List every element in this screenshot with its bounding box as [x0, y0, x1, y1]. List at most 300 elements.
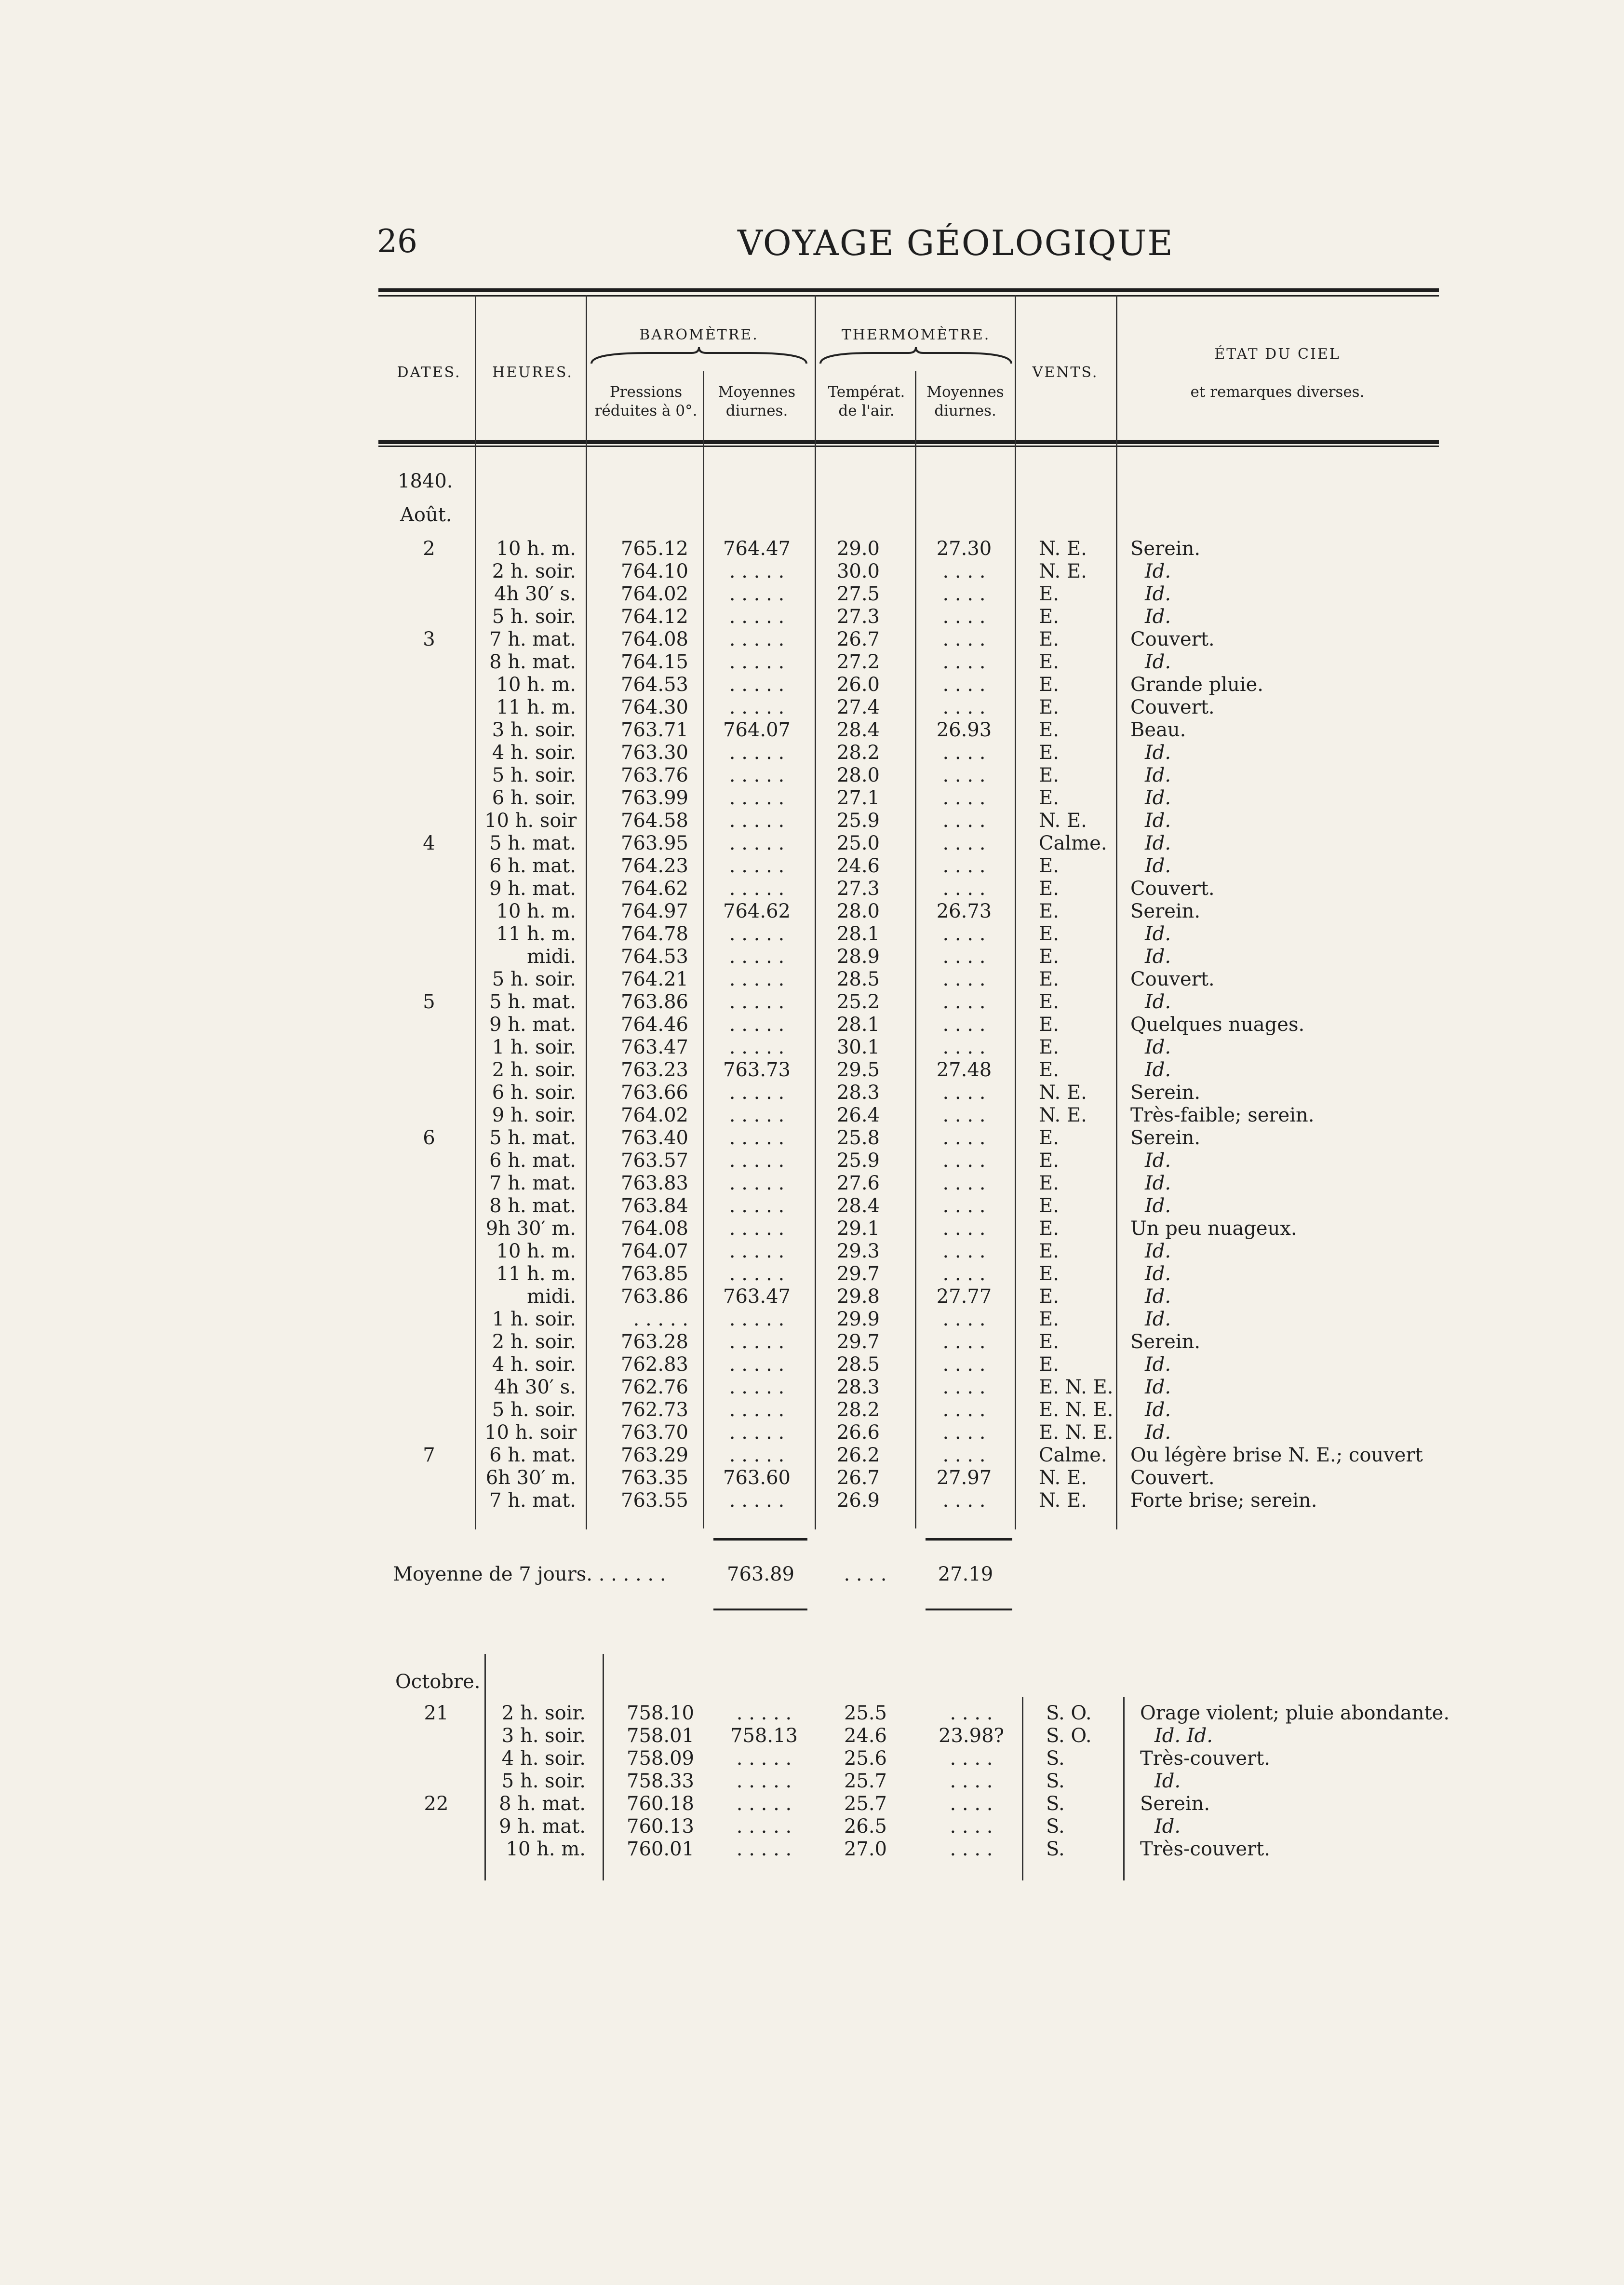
- row-hour: 5 h. soir.: [492, 606, 576, 628]
- row-wind: E.: [1039, 628, 1059, 650]
- row-temp-mean: . . . .: [950, 1815, 993, 1838]
- row-pressure-mean: . . . . .: [729, 832, 785, 854]
- row-pressure-mean: . . . . .: [729, 1376, 785, 1398]
- row-hour: 5 h. soir.: [492, 968, 576, 990]
- row-temp-mean: . . . .: [950, 1793, 993, 1815]
- row-sky: Serein.: [1130, 1331, 1201, 1353]
- col-line-vents: [1015, 295, 1016, 1529]
- row-sky: Id.: [1154, 1815, 1181, 1838]
- row-pressure-mean: . . . . .: [736, 1702, 792, 1724]
- row-temp-mean: . . . .: [942, 946, 986, 968]
- row-temp-mean: . . . .: [942, 878, 986, 900]
- row-temp-mean: . . . .: [942, 1195, 986, 1217]
- row-wind: E.: [1039, 1308, 1059, 1330]
- row-temp-mean: . . . .: [942, 1489, 986, 1512]
- header-moyennes-thermo-l1: Moyennes: [926, 383, 1004, 401]
- row-pressure-mean: . . . . .: [729, 764, 785, 786]
- row-hour: 4 h. soir.: [501, 1747, 586, 1770]
- row-temp: 29.7: [836, 1263, 880, 1285]
- row-pressure: 758.09: [627, 1747, 694, 1770]
- row-hour: 6 h. mat.: [489, 1444, 576, 1466]
- row-temp: 25.2: [836, 991, 880, 1013]
- row-pressure: 758.10: [627, 1702, 694, 1724]
- row-temp-mean: . . . .: [942, 1014, 986, 1036]
- row-pressure-mean: . . . . .: [736, 1747, 792, 1770]
- row-pressure: 764.08: [621, 628, 688, 650]
- row-date: 21: [424, 1702, 449, 1724]
- row-temp: 26.7: [836, 628, 880, 650]
- row-temp: 28.9: [836, 946, 880, 968]
- row-pressure: 763.85: [621, 1263, 688, 1285]
- row-temp-mean: . . . .: [942, 742, 986, 764]
- row-hour: 1 h. soir.: [492, 1308, 576, 1330]
- row-pressure: 763.30: [621, 742, 688, 764]
- row-wind: E.: [1039, 1149, 1059, 1172]
- average-temp: 27.19: [938, 1563, 993, 1585]
- row-wind: E.: [1039, 719, 1059, 741]
- row-sky: Id.: [1145, 1036, 1171, 1058]
- row-temp-mean: . . . .: [942, 1240, 986, 1262]
- row-sky: Id.: [1145, 606, 1171, 628]
- row-hour: 2 h. soir.: [492, 1059, 576, 1081]
- row-sky: Couvert.: [1130, 878, 1215, 900]
- row-temp-mean: 23.98?: [939, 1725, 1004, 1747]
- row-pressure: 763.99: [621, 787, 688, 809]
- row-hour: 6 h. soir.: [492, 1082, 576, 1104]
- row-sky: Id.: [1145, 560, 1171, 582]
- row-pressure-mean: . . . . .: [729, 1353, 785, 1376]
- row-sky: Couvert.: [1130, 968, 1215, 990]
- row-pressure-mean: . . . . .: [729, 855, 785, 877]
- row-temp: 27.0: [844, 1838, 887, 1860]
- row-hour: 4h 30′ s.: [494, 583, 576, 605]
- row-wind: E.: [1039, 1014, 1059, 1036]
- row-temp: 26.0: [836, 674, 880, 696]
- row-sky: Id.: [1145, 1059, 1171, 1081]
- row-pressure: 763.86: [621, 991, 688, 1013]
- row-sky: Un peu nuageux.: [1130, 1217, 1297, 1240]
- row-sky: Id.: [1145, 832, 1171, 854]
- row-temp-mean: . . . .: [950, 1702, 993, 1724]
- row-hour: 5 h. mat.: [489, 1127, 576, 1149]
- col-line-pressions: [586, 295, 587, 1529]
- row-pressure: 764.62: [621, 878, 688, 900]
- row-temp-mean: . . . .: [942, 1149, 986, 1172]
- row-pressure-mean: . . . . .: [729, 606, 785, 628]
- row-pressure-mean: . . . . .: [729, 674, 785, 696]
- row-pressure-mean: . . . . .: [729, 991, 785, 1013]
- row-wind: N. E.: [1039, 1467, 1087, 1489]
- row-pressure: 764.15: [621, 651, 688, 673]
- row-hour: 7 h. mat.: [489, 628, 576, 650]
- row-sky: Grande pluie.: [1130, 674, 1264, 696]
- row-pressure: 758.01: [627, 1725, 694, 1747]
- row-pressure-mean: . . . . .: [736, 1793, 792, 1815]
- row-temp-mean: . . . .: [942, 855, 986, 877]
- row-hour: 5 h. soir.: [501, 1770, 586, 1792]
- header-moyennes-baro-l2: diurnes.: [725, 402, 788, 419]
- row-pressure: 758.33: [627, 1770, 694, 1792]
- row-sky: Id.: [1145, 991, 1171, 1013]
- row-hour: 3 h. soir.: [501, 1725, 586, 1747]
- row-temp: 26.2: [836, 1444, 880, 1466]
- row-pressure: 763.28: [621, 1331, 688, 1353]
- row-temp: 25.7: [844, 1793, 887, 1815]
- row-temp-mean: . . . .: [942, 560, 986, 582]
- row-temp-mean: . . . .: [942, 583, 986, 605]
- row-temp: 29.7: [836, 1331, 880, 1353]
- row-pressure-mean: . . . . .: [729, 1172, 785, 1194]
- row-pressure: 763.29: [621, 1444, 688, 1466]
- col-line-oct-vents: [1022, 1697, 1023, 1880]
- row-sky: Serein.: [1130, 1127, 1201, 1149]
- row-temp: 29.1: [836, 1217, 880, 1240]
- page-title: VOYAGE GÉOLOGIQUE: [738, 223, 1174, 263]
- row-temp: 27.3: [836, 878, 880, 900]
- average-temp-dots: . . . .: [844, 1563, 887, 1585]
- header-moyennes-thermo-l2: diurnes.: [934, 402, 996, 419]
- row-temp: 26.5: [844, 1815, 887, 1838]
- row-pressure-mean: . . . . .: [729, 583, 785, 605]
- row-temp: 30.0: [836, 560, 880, 582]
- row-hour: 4 h. soir.: [492, 742, 576, 764]
- row-pressure: 764.53: [621, 946, 688, 968]
- row-sky: Id.: [1145, 1240, 1171, 1262]
- row-temp: 24.6: [844, 1725, 887, 1747]
- row-sky: Id.: [1145, 923, 1171, 945]
- row-date: 2: [423, 538, 435, 560]
- row-sky: Couvert.: [1130, 696, 1215, 718]
- year-label: 1840.: [398, 470, 453, 492]
- row-temp-mean: . . . .: [942, 1353, 986, 1376]
- row-wind: S.: [1046, 1770, 1065, 1792]
- row-wind: E.: [1039, 1036, 1059, 1058]
- row-sky: Couvert.: [1130, 1467, 1215, 1489]
- row-sky: Id.: [1145, 1195, 1171, 1217]
- row-pressure: 763.23: [621, 1059, 688, 1081]
- row-temp: 30.1: [836, 1036, 880, 1058]
- row-pressure-mean: . . . . .: [729, 1489, 785, 1512]
- row-pressure: 762.76: [621, 1376, 688, 1398]
- row-temp-mean: . . . .: [942, 1036, 986, 1058]
- row-sky: Très-couvert.: [1140, 1747, 1270, 1770]
- row-sky: Id.: [1145, 946, 1171, 968]
- col-line-moyennes-baro: [703, 371, 704, 1528]
- row-temp: 28.3: [836, 1082, 880, 1104]
- row-pressure: 763.66: [621, 1082, 688, 1104]
- row-temp-mean: . . . .: [942, 764, 986, 786]
- row-temp: 28.0: [836, 900, 880, 922]
- row-temp-mean: . . . .: [950, 1838, 993, 1860]
- row-wind: N. E.: [1039, 810, 1087, 832]
- row-temp: 28.5: [836, 1353, 880, 1376]
- row-hour: 10 h. soir: [484, 1421, 577, 1444]
- row-temp: 29.9: [836, 1308, 880, 1330]
- row-temp-mean: . . . .: [942, 628, 986, 650]
- row-temp: 26.4: [836, 1104, 880, 1126]
- row-pressure-mean: . . . . .: [729, 1308, 785, 1330]
- col-line-oct-pressions: [603, 1654, 604, 1880]
- row-temp-mean: . . . .: [942, 1421, 986, 1444]
- row-pressure: 763.86: [621, 1285, 688, 1308]
- row-temp: 27.1: [836, 787, 880, 809]
- row-temp-mean: . . . .: [942, 651, 986, 673]
- row-temp: 29.3: [836, 1240, 880, 1262]
- row-temp: 28.4: [836, 719, 880, 741]
- row-wind: S.: [1046, 1793, 1065, 1815]
- row-wind: E.: [1039, 968, 1059, 990]
- page-number: 26: [377, 223, 417, 260]
- row-wind: E.: [1039, 1240, 1059, 1262]
- row-pressure-mean: . . . . .: [729, 946, 785, 968]
- row-sky: Id.: [1145, 764, 1171, 786]
- row-hour: 7 h. mat.: [489, 1172, 576, 1194]
- row-sky: Id.: [1145, 651, 1171, 673]
- row-temp-mean: . . . .: [942, 1308, 986, 1330]
- row-temp-mean: . . . .: [942, 1217, 986, 1240]
- row-temp-mean: . . . .: [942, 606, 986, 628]
- row-hour: 2 h. soir.: [492, 1331, 576, 1353]
- row-hour: 6h 30′ m.: [485, 1467, 576, 1489]
- row-pressure: 763.47: [621, 1036, 688, 1058]
- row-sky: Id.: [1145, 855, 1171, 877]
- row-date: 7: [423, 1444, 435, 1466]
- row-temp: 29.0: [836, 538, 880, 560]
- row-temp-mean: . . . .: [942, 1444, 986, 1466]
- row-pressure-mean: . . . . .: [729, 1014, 785, 1036]
- row-pressure: 763.76: [621, 764, 688, 786]
- thermometre-brace: [819, 346, 1012, 365]
- row-pressure-mean: . . . . .: [729, 1082, 785, 1104]
- row-hour: 6 h. mat.: [489, 855, 576, 877]
- row-pressure: 764.02: [621, 1104, 688, 1126]
- col-line-heures: [475, 295, 476, 1529]
- row-pressure-mean: 764.47: [723, 538, 791, 560]
- row-sky: Id.: [1145, 1353, 1171, 1376]
- row-sky: Serein.: [1140, 1793, 1210, 1815]
- row-wind: S. O.: [1046, 1702, 1092, 1724]
- row-hour: 1 h. soir.: [492, 1036, 576, 1058]
- row-pressure-mean: 763.60: [723, 1467, 791, 1489]
- row-pressure: 763.57: [621, 1149, 688, 1172]
- row-temp: 27.6: [836, 1172, 880, 1194]
- row-pressure-mean: . . . . .: [729, 1263, 785, 1285]
- row-temp: 28.3: [836, 1376, 880, 1398]
- row-sky: Id.: [1145, 1376, 1171, 1398]
- row-hour: 2 h. soir.: [501, 1702, 586, 1724]
- header-etat: ÉTAT DU CIEL: [1214, 346, 1341, 363]
- row-wind: E.: [1039, 991, 1059, 1013]
- row-pressure-mean: . . . . .: [736, 1838, 792, 1860]
- row-hour: 10 h. soir: [484, 810, 577, 832]
- month-aout: Août.: [400, 504, 452, 526]
- row-sky: Orage violent; pluie abondante.: [1140, 1702, 1450, 1724]
- row-date: 4: [423, 832, 435, 854]
- row-temp: 25.7: [844, 1770, 887, 1792]
- row-sky: Id.: [1145, 1285, 1171, 1308]
- row-wind: E.: [1039, 583, 1059, 605]
- row-sky: Id.: [1145, 1308, 1171, 1330]
- row-pressure-mean: . . . . .: [729, 1240, 785, 1262]
- header-barometre: BAROMÈTRE.: [639, 326, 759, 343]
- row-hour: 10 h. m.: [506, 1838, 586, 1860]
- row-wind: E.: [1039, 1059, 1059, 1081]
- row-temp-mean: . . . .: [942, 787, 986, 809]
- row-hour: 10 h. m.: [496, 1240, 576, 1262]
- mean-rule-temp: [926, 1538, 1012, 1541]
- row-sky: Id.: [1145, 1399, 1171, 1421]
- header-dates: DATES.: [397, 364, 461, 381]
- row-pressure-mean: . . . . .: [729, 628, 785, 650]
- row-sky: Beau.: [1130, 719, 1186, 741]
- row-pressure: 763.40: [621, 1127, 688, 1149]
- row-sky: Id.: [1145, 1263, 1171, 1285]
- header-moyennes-thermo: [916, 383, 1015, 420]
- header-vents: VENTS.: [1032, 364, 1099, 381]
- row-sky: Id.: [1145, 810, 1171, 832]
- row-temp-mean: . . . .: [950, 1770, 993, 1792]
- row-pressure-mean: . . . . .: [736, 1770, 792, 1792]
- header-pressions-l1: Pressions: [609, 383, 683, 401]
- row-temp-mean: . . . .: [942, 810, 986, 832]
- row-hour: 5 h. soir.: [492, 1399, 576, 1421]
- row-pressure: 760.13: [627, 1815, 694, 1838]
- row-date: 6: [423, 1127, 435, 1149]
- row-wind: E.: [1039, 696, 1059, 718]
- row-pressure-mean: . . . . .: [729, 787, 785, 809]
- row-wind: E. N. E.: [1039, 1421, 1114, 1444]
- row-temp-mean: 27.77: [936, 1285, 992, 1308]
- row-temp: 25.0: [836, 832, 880, 854]
- row-pressure: 764.53: [621, 674, 688, 696]
- row-pressure: 763.83: [621, 1172, 688, 1194]
- row-pressure: 764.97: [621, 900, 688, 922]
- row-pressure: 764.08: [621, 1217, 688, 1240]
- header-temperat-l2: de l'air.: [838, 402, 895, 419]
- row-wind: E.: [1039, 1331, 1059, 1353]
- row-wind: E.: [1039, 1195, 1059, 1217]
- row-sky: Id.: [1145, 1149, 1171, 1172]
- average-under-rule-t: [926, 1609, 1012, 1610]
- row-temp: 27.2: [836, 651, 880, 673]
- row-sky: Serein.: [1130, 1082, 1201, 1104]
- row-pressure-mean: 758.13: [730, 1725, 798, 1747]
- row-temp-mean: . . . .: [942, 991, 986, 1013]
- row-hour: 10 h. m.: [496, 900, 576, 922]
- row-pressure-mean: 764.07: [723, 719, 791, 741]
- row-wind: E.: [1039, 900, 1059, 922]
- row-sky: Forte brise; serein.: [1130, 1489, 1317, 1512]
- row-hour: 9h 30′ m.: [485, 1217, 576, 1240]
- row-wind: E.: [1039, 764, 1059, 786]
- row-temp: 29.8: [836, 1285, 880, 1308]
- row-pressure: 760.01: [627, 1838, 694, 1860]
- row-temp: 25.8: [836, 1127, 880, 1149]
- row-hour: midi.: [527, 946, 576, 968]
- row-temp-mean: . . . .: [942, 1376, 986, 1398]
- row-wind: E.: [1039, 674, 1059, 696]
- header-moyennes-baro-l1: Moyennes: [718, 383, 796, 401]
- row-wind: E.: [1039, 1127, 1059, 1149]
- row-wind: N. E.: [1039, 560, 1087, 582]
- average-pressure: 763.89: [727, 1563, 794, 1585]
- row-temp-mean: 26.93: [936, 719, 992, 741]
- row-hour: 8 h. mat.: [489, 651, 576, 673]
- row-temp-mean: 27.48: [936, 1059, 992, 1081]
- header-heures: HEURES.: [492, 364, 573, 381]
- row-temp-mean: . . . .: [942, 1104, 986, 1126]
- row-temp-mean: 27.97: [936, 1467, 992, 1489]
- header-pressions-l2: réduites à 0°.: [594, 402, 698, 419]
- row-pressure: 764.58: [621, 810, 688, 832]
- row-pressure: 764.07: [621, 1240, 688, 1262]
- col-line-moyennes-thermo: [915, 371, 916, 1528]
- row-temp: 28.4: [836, 1195, 880, 1217]
- header-temperat: [817, 383, 916, 420]
- col-line-oct-etat: [1123, 1697, 1125, 1880]
- row-pressure: 762.73: [621, 1399, 688, 1421]
- row-pressure: 760.18: [627, 1793, 694, 1815]
- row-temp: 28.2: [836, 1399, 880, 1421]
- col-line-temp: [815, 295, 816, 1529]
- row-temp: 28.1: [836, 923, 880, 945]
- row-sky: Id.: [1145, 742, 1171, 764]
- row-pressure-mean: . . . . .: [729, 810, 785, 832]
- row-hour: 8 h. mat.: [489, 1195, 576, 1217]
- row-wind: E.: [1039, 1217, 1059, 1240]
- row-pressure-mean: . . . . .: [729, 968, 785, 990]
- row-pressure-mean: 763.73: [723, 1059, 791, 1081]
- row-pressure-mean: 763.47: [723, 1285, 791, 1308]
- row-wind: N. E.: [1039, 1104, 1087, 1126]
- row-temp: 26.6: [836, 1421, 880, 1444]
- row-wind: E. N. E.: [1039, 1376, 1114, 1398]
- row-wind: N. E.: [1039, 538, 1087, 560]
- row-pressure-mean: . . . . .: [729, 1127, 785, 1149]
- row-temp: 27.5: [836, 583, 880, 605]
- row-hour: 10 h. m.: [496, 538, 576, 560]
- row-hour: 5 h. soir.: [492, 764, 576, 786]
- row-wind: Calme.: [1039, 832, 1107, 854]
- header-thermometre: THERMOMÈTRE.: [841, 326, 991, 343]
- row-wind: S. O.: [1046, 1725, 1092, 1747]
- row-wind: E.: [1039, 651, 1059, 673]
- row-pressure: 763.70: [621, 1421, 688, 1444]
- row-hour: 5 h. mat.: [489, 991, 576, 1013]
- row-temp: 27.4: [836, 696, 880, 718]
- row-hour: 8 h. mat.: [499, 1793, 586, 1815]
- row-sky: Id. Id.: [1154, 1725, 1213, 1747]
- row-pressure-mean: . . . . .: [729, 1217, 785, 1240]
- top-rule-thin: [378, 295, 1439, 297]
- row-pressure-mean: . . . . .: [729, 1421, 785, 1444]
- header-etat-remarques: et remarques diverses.: [1190, 383, 1365, 401]
- row-pressure: 763.71: [621, 719, 688, 741]
- row-pressure: 764.21: [621, 968, 688, 990]
- row-temp-mean: . . . .: [942, 968, 986, 990]
- row-wind: S.: [1046, 1815, 1065, 1838]
- row-pressure-mean: . . . . .: [729, 651, 785, 673]
- row-pressure: 764.23: [621, 855, 688, 877]
- row-hour: 9 h. mat.: [489, 1014, 576, 1036]
- row-temp-mean: . . . .: [942, 696, 986, 718]
- row-temp-mean: . . . .: [942, 1263, 986, 1285]
- row-hour: 9 h. soir.: [492, 1104, 576, 1126]
- row-temp-mean: 26.73: [936, 900, 992, 922]
- row-wind: E.: [1039, 1353, 1059, 1376]
- row-sky: Id.: [1145, 1172, 1171, 1194]
- row-hour: 11 h. m.: [496, 696, 576, 718]
